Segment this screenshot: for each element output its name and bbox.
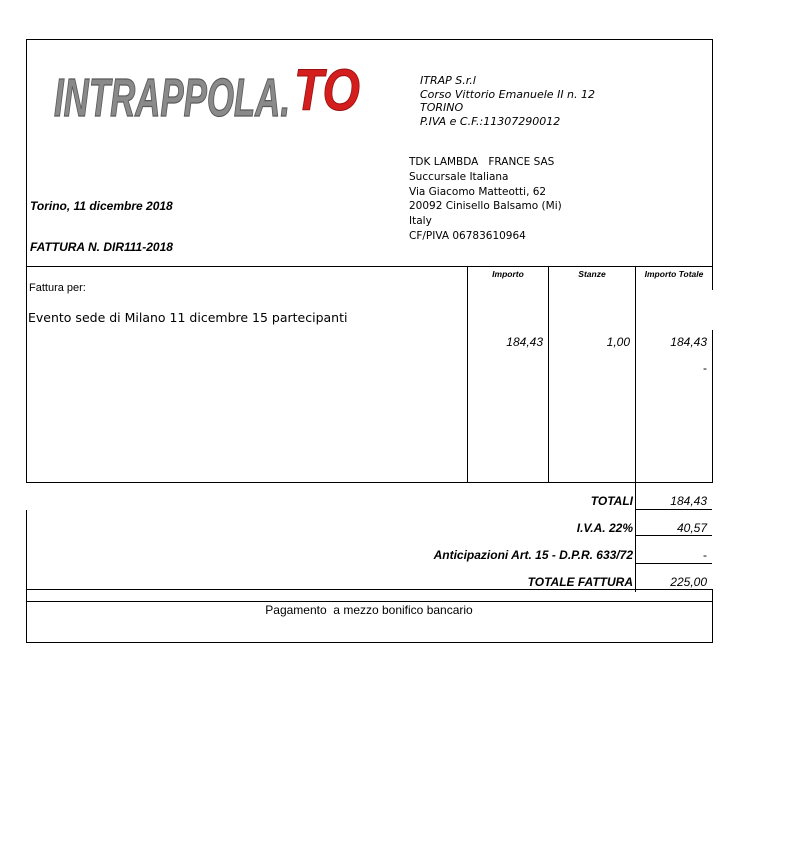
client-vat: CF/PIVA 06783610964 [409, 229, 526, 242]
company-vat: P.IVA e C.F.:11307290012 [420, 114, 561, 128]
iva-value: 40,57 [676, 521, 707, 535]
bill-to-label: Fattura per: [29, 282, 86, 294]
table-bottom [26, 482, 713, 483]
totali-label: TOTALI [590, 494, 633, 508]
anticipazioni-label: Anticipazioni Art. 15 - D.P.R. 633/72 [433, 548, 633, 562]
client-branch: Succursale Italiana [409, 170, 509, 183]
totals-bottom [26, 589, 713, 590]
header-divider [26, 266, 713, 267]
totale-fattura-value: 225,00 [670, 575, 707, 589]
invoice-date: Torino, 11 dicembre 2018 [30, 199, 173, 213]
company-logo [52, 58, 364, 130]
row-extra-total: - [703, 361, 707, 375]
row-description: Evento sede di Milano 11 dicembre 15 partecipanti [28, 310, 348, 325]
anticipazioni-underline [635, 563, 712, 564]
company-name: ITRAP S.r.l [420, 74, 476, 87]
iva-underline [635, 535, 712, 536]
row-importo: 184,43 [506, 335, 543, 349]
frame-left-top [26, 39, 27, 483]
iva-label: I.V.A. 22% [576, 521, 633, 535]
frame-bottom [26, 642, 713, 643]
client-info [409, 155, 562, 244]
totali-value: 184,43 [670, 494, 707, 508]
col-header-stanze: Stanze [578, 269, 606, 279]
frame-right-top [712, 39, 713, 290]
col-header-importo: Importo [492, 269, 524, 279]
frame-top [26, 39, 713, 40]
client-country: Italy [409, 215, 432, 228]
client-name: TDK LAMBDA FRANCE SAS [409, 156, 555, 168]
anticipazioni-value: - [703, 548, 707, 562]
col-line-3 [635, 266, 636, 592]
frame-left-totals [26, 510, 27, 643]
row-importo-totale: 184,43 [670, 335, 707, 349]
company-address: Corso Vittorio Emanuele II n. 12 [420, 87, 596, 101]
frame-right-mid [712, 330, 713, 483]
invoice-number: FATTURA N. DIR111-2018 [30, 240, 173, 254]
company-city: TORINO [420, 101, 464, 114]
row-stanze: 1,00 [606, 335, 630, 349]
client-city: 20092 Cinisello Balsamo (Mi) [409, 200, 562, 213]
col-line-1 [467, 266, 468, 483]
totali-underline [635, 509, 712, 510]
logo-text-accent: TO [294, 58, 360, 123]
totale-fattura-label: TOTALE FATTURA [527, 575, 633, 589]
logo-text-main: INTRAPPOLA. [54, 68, 290, 128]
company-info [420, 74, 595, 128]
payment-method: Pagamento a mezzo bonifico bancario [265, 603, 473, 617]
frame-right-bottom [712, 589, 713, 643]
col-header-importo-totale: Importo Totale [644, 269, 704, 279]
client-address: Via Giacomo Matteotti, 62 [409, 185, 547, 198]
col-line-2 [548, 266, 549, 483]
payment-top [26, 601, 713, 602]
